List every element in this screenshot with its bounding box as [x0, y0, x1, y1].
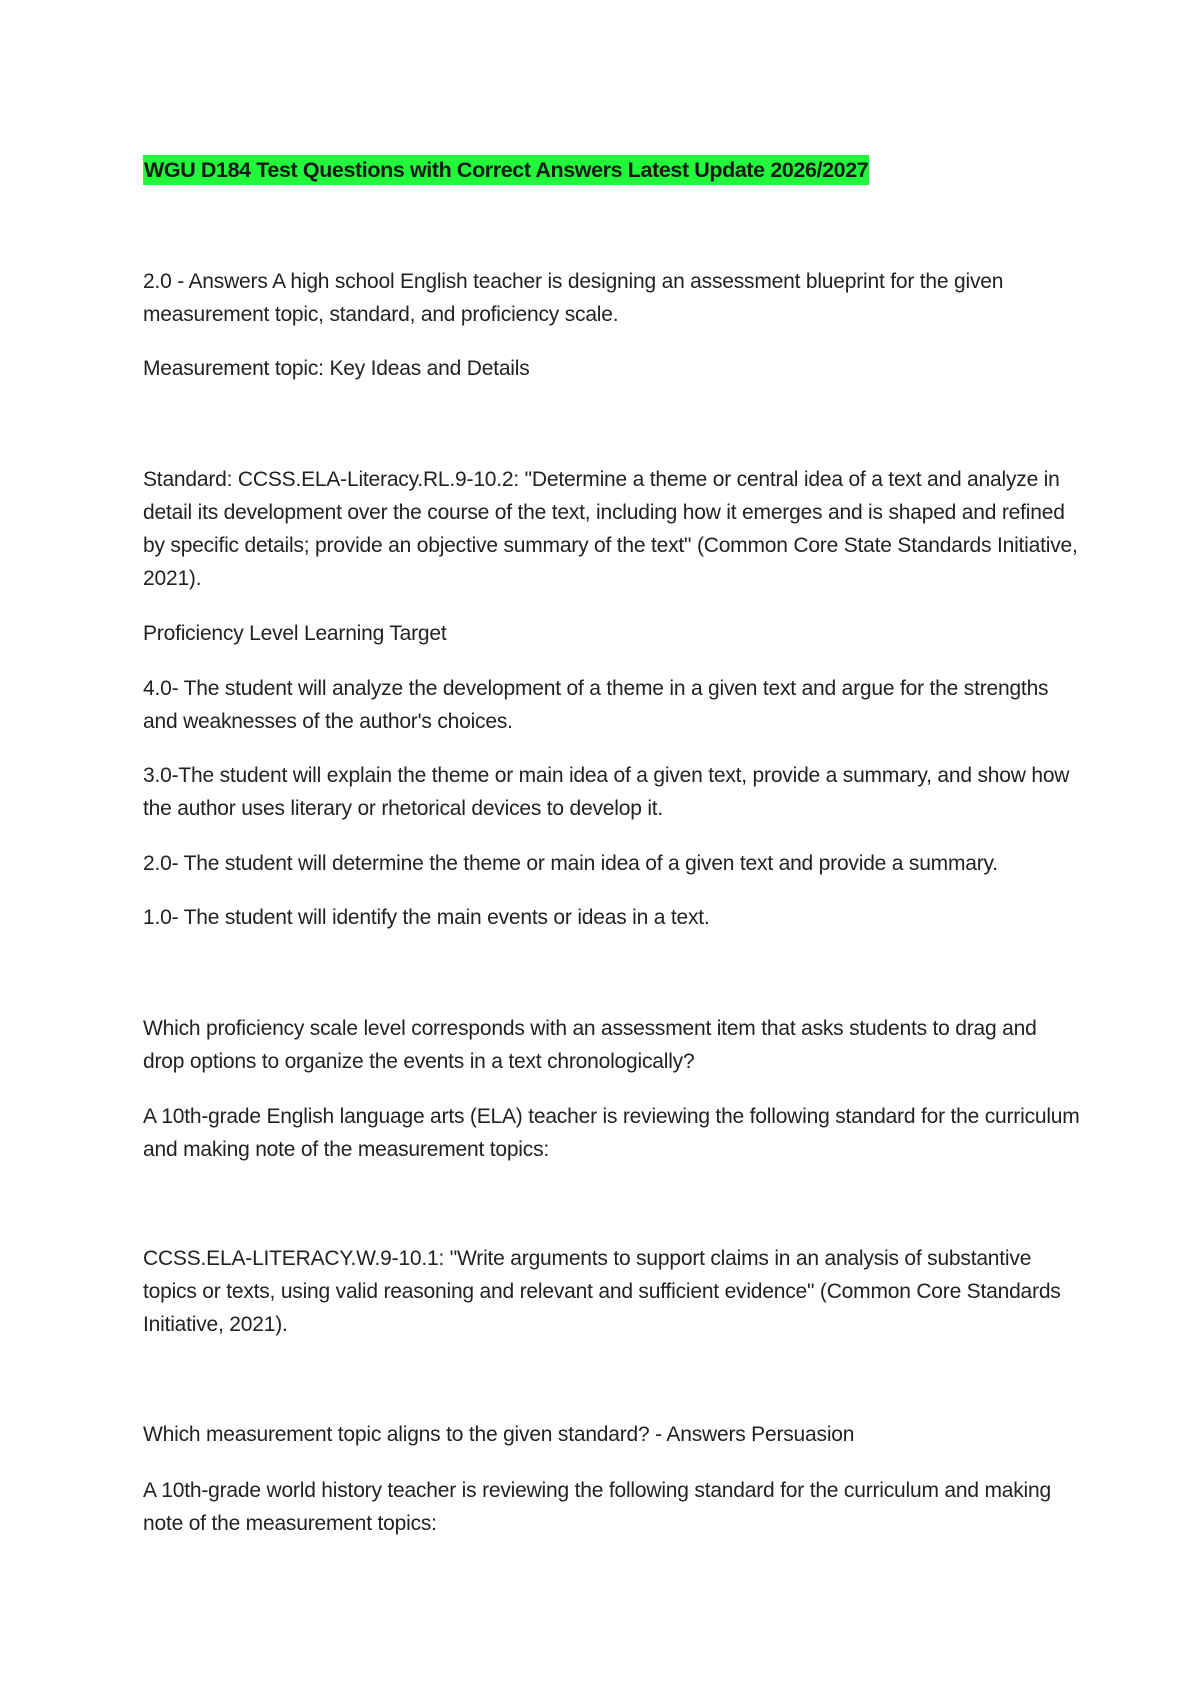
title-container — [143, 155, 869, 185]
paragraph-level-4: 4.0- The student will analyze the development of a theme in a given text and argue for the strengths and weaknesses of the author's choices. — [143, 677, 1049, 733]
paragraph-proficiency-header: Proficiency Level Learning Target — [143, 622, 447, 645]
paragraph-measurement-topic: Measurement topic: Key Ideas and Details — [143, 357, 530, 380]
paragraph-level-3: 3.0-The student will explain the theme or main idea of a given text, provide a summary, and show how the author uses literary or rhetorical devices to develop it. — [143, 764, 1070, 820]
paragraph-level-1: 1.0- The student will identify the main events or ideas in a text. — [143, 906, 710, 929]
paragraph-intro: 2.0 - Answers A high school English teacher is designing an assessment blueprint for the given measurement topic, standard, and proficiency scale. — [143, 270, 1004, 326]
paragraph-question-2: Which measurement topic aligns to the given standard? - Answers Persuasion — [143, 1423, 855, 1446]
paragraph-history-teacher: A 10th-grade world history teacher is reviewing the following standard for the curriculum and making note of the measurement topics: — [143, 1479, 1051, 1535]
document-title: WGU D184 Test Questions with Correct Answers Latest Update 2026/2027 — [143, 155, 869, 185]
paragraph-level-2: 2.0- The student will determine the theme or main idea of a given text and provide a summary. — [143, 852, 998, 875]
paragraph-question-1: Which proficiency scale level corresponds with an assessment item that asks students to drag and drop options to organize the events in a text chronologically? — [143, 1017, 1037, 1073]
paragraph-ccss-w: CCSS.ELA-LITERACY.W.9-10.1: "Write arguments to support claims in an analysis of substantive topics or texts, using valid reasoning and relevant and sufficient evidence" (Common Core Standards Initiative, 2021). — [143, 1247, 1061, 1336]
paragraph-ela-teacher: A 10th-grade English language arts (ELA) teacher is reviewing the following standard for the curriculum and making note of the measurement topics: — [143, 1105, 1080, 1161]
paragraph-standard: Standard: CCSS.ELA-Literacy.RL.9-10.2: "Determine a theme or central idea of a text and analyze in detail its development over the course of the text, including how it emerges and is shaped and refined by specific details; provide an objective summary of the text" (Common Core State Standards Initiative, 2021). — [143, 468, 1078, 590]
